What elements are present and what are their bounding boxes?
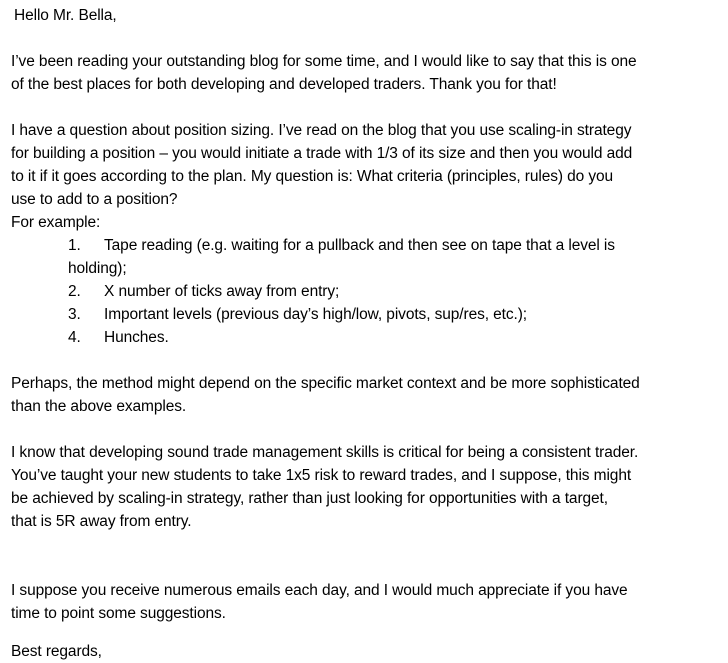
list-number: 1. — [68, 237, 81, 254]
text-line: I’ve been reading your outstanding blog for some time, and I would like to say that this is one — [11, 53, 637, 70]
list-number: 3. — [68, 306, 81, 323]
text-line: that is 5R away from entry. — [11, 513, 192, 530]
list-text: Hunches. — [104, 329, 169, 346]
list-number: 4. — [68, 329, 81, 346]
text-line: Perhaps, the method might depend on the specific market context and be more sophisticated — [11, 375, 640, 392]
text-line: You’ve taught your new students to take 1x5 risk to reward trades, and I suppose, this might — [11, 467, 632, 484]
text-line: than the above examples. — [11, 398, 187, 415]
closing: Best regards, — [11, 643, 102, 660]
list-text: Important levels (previous day’s high/low, pivots, sup/res, etc.); — [104, 306, 528, 323]
text-line: to it if it goes according to the plan. My question is: What criteria (principles, rules) do you — [11, 168, 614, 185]
text-line: use to add to a position? — [11, 191, 178, 208]
text-line: time to point some suggestions. — [11, 605, 226, 622]
list-text: Tape reading (e.g. waiting for a pullback and then see on tape that a level is — [104, 237, 615, 254]
text-line: be achieved by scaling-in strategy, rather than just looking for opportunities with a target, — [11, 490, 608, 507]
list-text-continued: holding); — [68, 260, 127, 277]
greeting: Hello Mr. Bella, — [14, 7, 117, 24]
text-line: For example: — [11, 214, 101, 231]
text-line: of the best places for both developing and developed traders. Thank you for that! — [11, 76, 557, 93]
text-line: I have a question about position sizing. I’ve read on the blog that you use scaling-in strategy — [11, 122, 632, 139]
text-line: I know that developing sound trade management skills is critical for being a consistent trader. — [11, 444, 639, 461]
text-line: I suppose you receive numerous emails each day, and I would much appreciate if you have — [11, 582, 628, 599]
text-line: for building a position – you would initiate a trade with 1/3 of its size and then you would add — [11, 145, 633, 162]
list-number: 2. — [68, 283, 81, 300]
list-text: X number of ticks away from entry; — [104, 283, 340, 300]
